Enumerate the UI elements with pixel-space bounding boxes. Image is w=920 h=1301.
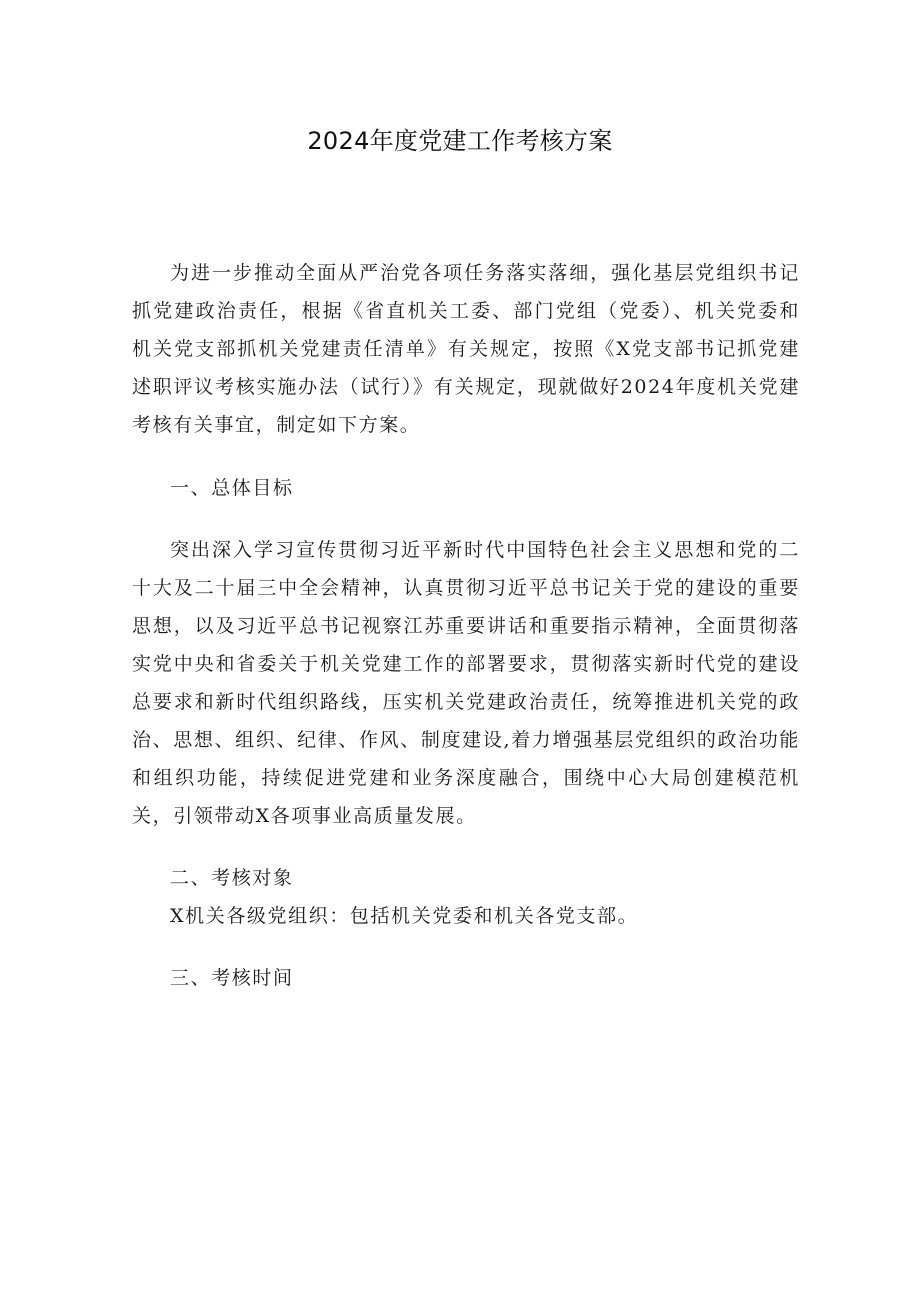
intro-paragraph: 为进一步推动全面从严治党各项任务落实落细，强化基层党组织书记抓党建政治责任，根据《省直机关工委、部门党组（党委）、机关党委和机关党支部抓机关党建责任清单》有关规定，按照《X党支部书记抓党建述职评议考核实施办法（试行）》有关规定，现就做好2024年度机关党建考核有关事宜，制定如下方案。 <box>132 262 800 436</box>
section-body-goals: 突出深入学习宣传贯彻习近平新时代中国特色社会主义思想和党的二十大及二十届三中全会精神，认真贯彻习近平总书记关于党的建设的重要思想，以及习近平总书记视察江苏重要讲话和重要指示精神，全面贯彻落实党中央和省委关于机关党建工作的部署要求，贯彻落实新时代党的建设总要求和新时代组织路线，压实机关党建政治责任，统筹推进机关党的政治、思想、组织、纪律、作风、制度建设,着力增强基层党组织的政治功能和组织功能，持续促进党建和业务深度融合，围绕中心大局创建模范机关，引领带动X各项事业高质量发展。 <box>132 539 800 827</box>
section-heading-goals: 一、总体目标 <box>170 477 294 499</box>
section-body-targets: X机关各级党组织：包括机关党委和机关各党支部。 <box>170 905 639 927</box>
section-heading-targets: 二、考核对象 <box>170 867 294 889</box>
section-heading-schedule: 三、考核时间 <box>170 967 294 989</box>
document-body <box>132 254 800 997</box>
document-title: 2024年度党建工作考核方案 <box>307 127 613 155</box>
